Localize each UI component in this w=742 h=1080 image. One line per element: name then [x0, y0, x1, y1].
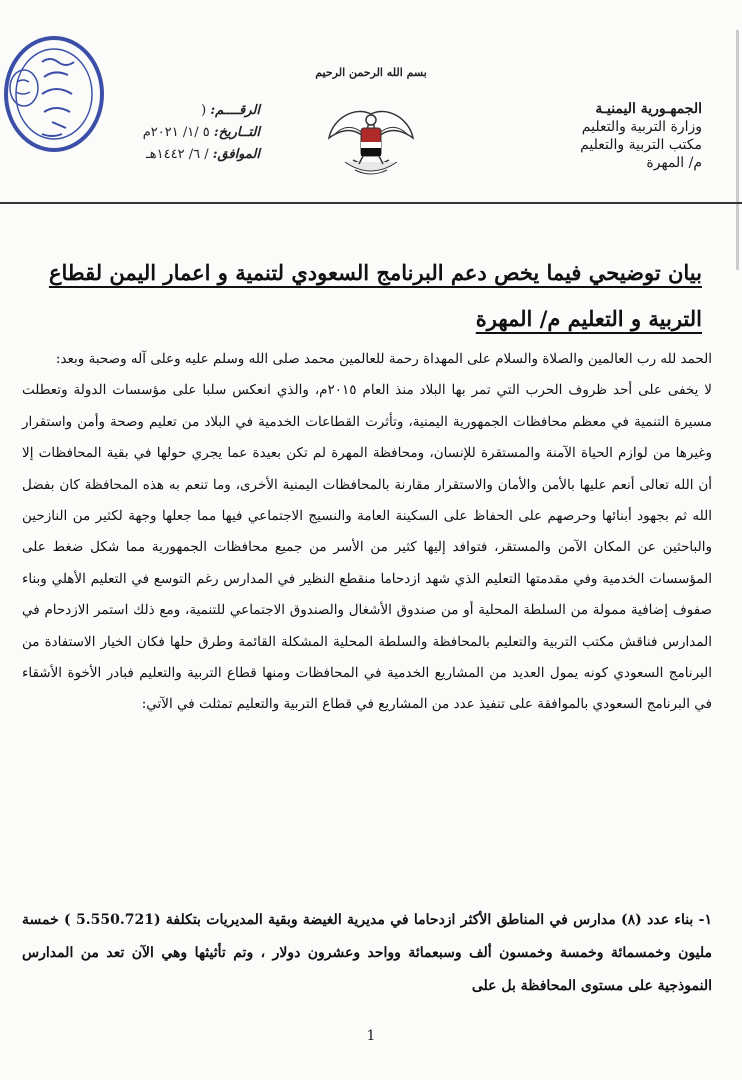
ref-number-value: ( — [201, 103, 207, 118]
ref-date-row — [100, 122, 260, 144]
governorate-name: م/ المهرة — [646, 155, 702, 171]
ref-number-label: الرقــــم: — [210, 103, 260, 118]
basmala-heading: بسم الله الرحمن الرحيم — [315, 66, 427, 79]
ref-hijri-row — [100, 144, 260, 166]
title-line-1: بيان توضيحي فيما يخص دعم البرنامج السعودي لتنمية و اعمار اليمن لقطاع — [48, 260, 702, 285]
official-seal-stamp — [2, 22, 114, 152]
project-item: ١- بناء عدد (٨) مدارس في المناطق الأكثر ازدحاما في مديرية الغيضة وبقية المديريات بتكلفة (5.550.721 ) خمسة مليون وخمسمائة وخمسة وخمسون ألف وسبعمائة وواحد وعشرون دولار ، وتم تأثيثها وهي الآن تعد من المدارس النموذجية على مستوى المحافظة بل على — [22, 912, 712, 994]
country-name: الجمهـورية اليمنيـة — [595, 101, 702, 117]
issuer-block — [522, 100, 702, 172]
office-name: مكتب التربية والتعليم — [580, 137, 702, 153]
eagle-emblem-icon — [325, 104, 417, 184]
ministry-name: وزارة التربية والتعليم — [581, 119, 702, 135]
document-body — [22, 344, 712, 721]
body-paragraph: لا يخفى على أحد ظروف الحرب التي تمر بها البلاد منذ العام ٢٠١٥م، والذي انعكس سلبا على مؤسسات الدولة وتعطلت مسيرة التنمية في معظم محافظات الجمهورية اليمنية، وتأثرت القطاعات الخدمية في البلاد من تعليم وصحة وأمن واستقرار وغيرها من لوازم الحياة الآمنة والمستقرة للإنسان، ومحافظة المهرة لم تكن بعيدة عما يجري حولها في بقية المحافظات إلا أن الله تعالى أنعم عليها بالأمن والأمان والاستقرار مقارنة بالمحافظات اليمنية الأخرى، وما تنعم به هذه المحافظة كان بفضل الله ثم بجهود أبنائها وحرصهم على الحفاظ على السكينة العامة والنسيج الاجتماعي فيها مما جعلها وجهة لكثير من النازحين والباحثين عن المكان الآمن والمستقر، فتوافد إليها كثير من الأسر من جميع محافظات الجمهورية مما شكل ضغط على المؤسسات الخدمية وفي مقدمتها التعليم الذي شهد ازدحاما منقطع النظير في المدارس رغم التوسع في التعليم الأهلي وبناء صفوف إضافية ممولة من السلطة المحلية أو من صندوق الأشغال والصندوق الاجتماعي للتنمية، ومع ذلك استمر الازدحام في المدارس فناقش مكتب التربية والتعليم بالمحافظة والسلطة المحلية المشكلة القائمة وطرق حلها فكان الخيار الاستفادة من البرنامج السعودي كونه يمول العديد من المشاريع الخدمية في المحافظات ومنها قطاع التربية والتعليم فبادر الأخوة الأشقاء في البرنامج السعودي بالموافقة على تنفيذ عدد من المشاريع في قطاع التربية والتعليم تمثلت في الآتي: — [22, 382, 713, 713]
header-divider — [0, 202, 742, 204]
ref-date-label: التــاريخ: — [213, 125, 260, 140]
ref-number-row — [100, 100, 260, 122]
title-line-2: التربية و التعليم م/ المهرة — [475, 306, 702, 331]
document-title — [37, 250, 702, 342]
ref-date-value: ٥ /١/ ٢٠٢١م — [142, 125, 210, 140]
ref-hijri-value: / ٦/ ١٤٤٢هـ — [145, 147, 209, 162]
project-list — [22, 904, 712, 1003]
ref-hijri-label: الموافق: — [212, 147, 260, 162]
reference-block — [100, 100, 260, 166]
body-paragraph: الحمد لله رب العالمين والصلاة والسلام على المهداة رحمة للعالمين محمد صلى الله وسلم عليه وعلى آله وصحبة وبعد: — [55, 351, 712, 367]
page-number: 1 — [366, 1028, 376, 1044]
